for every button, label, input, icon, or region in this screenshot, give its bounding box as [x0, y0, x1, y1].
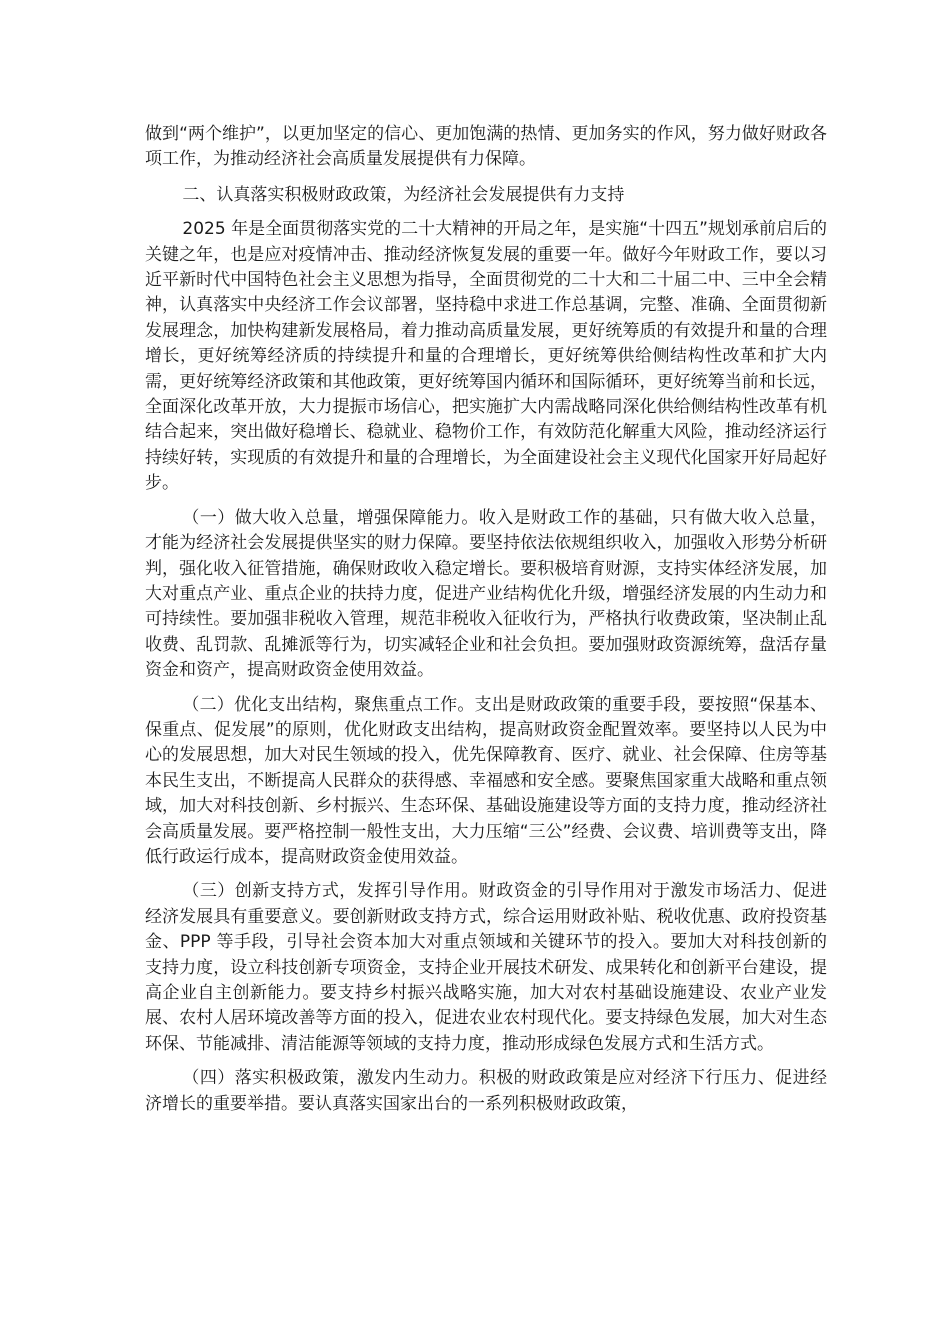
paragraph-intro: 2025 年是全面贯彻落实党的二十大精神的开局之年，是实施“十四五”规划承前启后的关键之年，也是应对疫情冲击、推动经济恢复发展的重要一年。做好今年财政工作，要以习近平新时代中国特色社会主义思想为指导，全面贯彻党的二十大和二十届二中、三中全会精神，认真落实中央经济工作会议部署，坚持稳中求进工作总基调，完整、准确、全面贯彻新发展理念，加快构建新发展格局，着力推动高质量发展，更好统筹质的有效提升和量的合理增长，更好统筹经济质的持续提升和量的合理增长，更好统筹供给侧结构性改革和扩大内需，更好统筹经济政策和其他政策，更好统筹国内循环和国际循环，更好统筹当前和长远，全面深化改革开放，大力提振市场信心，把实施扩大内需战略同深化供给侧结构性改革有机结合起来，突出做好稳增长、稳就业、稳物价工作，有效防范化解重大风险，推动经济运行持续好转，实现质的有效提升和量的合理增长，为全面建设社会主义现代化国家开好局起好步。: [145, 219, 827, 494]
paragraph-item-1: （一）做大收入总量，增强保障能力。收入是财政工作的基础，只有做大收入总量，才能为经济社会发展提供坚实的财力保障。要坚持依法依规组织收入，加强收入形势分析研判，强化收入征管措施，确保财政收入稳定增长。要积极培育财源，支持实体经济发展，加大对重点产业、重点企业的扶持力度，促进产业结构优化升级，增强经济发展的内生动力和可持续性。要加强非税收入管理，规范非税收入征收行为，严格执行收费政策，坚决制止乱收费、乱罚款、乱摊派等行为，切实减轻企业和社会负担。要加强财政资源统筹，盘活存量资金和资产，提高财政资金使用效益。: [145, 507, 827, 681]
paragraph-item-3: （三）创新支持方式，发挥引导作用。财政资金的引导作用对于激发市场活力、促进经济发展具有重要意义。要创新财政支持方式，综合运用财政补贴、税收优惠、政府投资基金、PPP 等手段，引导社会资本加大对重点领域和关键环节的投入。要加大对科技创新的支持力度，设立科技创新专项资金，支持企业开展技术研发、成果转化和创新平台建设，提高企业自主创新能力。要支持乡村振兴战略实施，加大对农村基础设施建设、农业产业发展、农村人居环境改善等方面的投入，促进农业农村现代化。要支持绿色发展，加大对生态环保、节能减排、清洁能源等领域的支持力度，推动形成绿色发展方式和生活方式。: [145, 881, 827, 1054]
paragraph-item-4: （四）落实积极政策，激发内生动力。积极的财政政策是应对经济下行压力、促进经济增长的重要举措。要认真落实国家出台的一系列积极财政政策，: [145, 1068, 827, 1114]
document-body: [145, 122, 827, 1117]
paragraph-item-2: （二）优化支出结构，聚焦重点工作。支出是财政政策的重要手段，要按照“保基本、保重点、促发展”的原则，优化财政支出结构，提高财政资金配置效率。要坚持以人民为中心的发展思想，加大对民生领域的投入，优先保障教育、医疗、就业、社会保障、住房等基本民生支出，不断提高人民群众的获得感、幸福感和安全感。要聚焦国家重大战略和重点领域，加大对科技创新、乡村振兴、生态环保、基础设施建设等方面的支持力度，推动经济社会高质量发展。要严格控制一般性支出，大力压缩“三公”经费、会议费、培训费等支出，降低行政运行成本，提高财政资金使用效益。: [145, 694, 827, 867]
section-heading: 二、认真落实积极财政政策，为经济社会发展提供有力支持: [182, 184, 625, 205]
paragraph-continuation: 做到“两个维护”，以更加坚定的信心、更加饱满的热情、更加务实的作风，努力做好财政各项工作，为推动经济社会高质量发展提供有力保障。: [145, 124, 827, 170]
